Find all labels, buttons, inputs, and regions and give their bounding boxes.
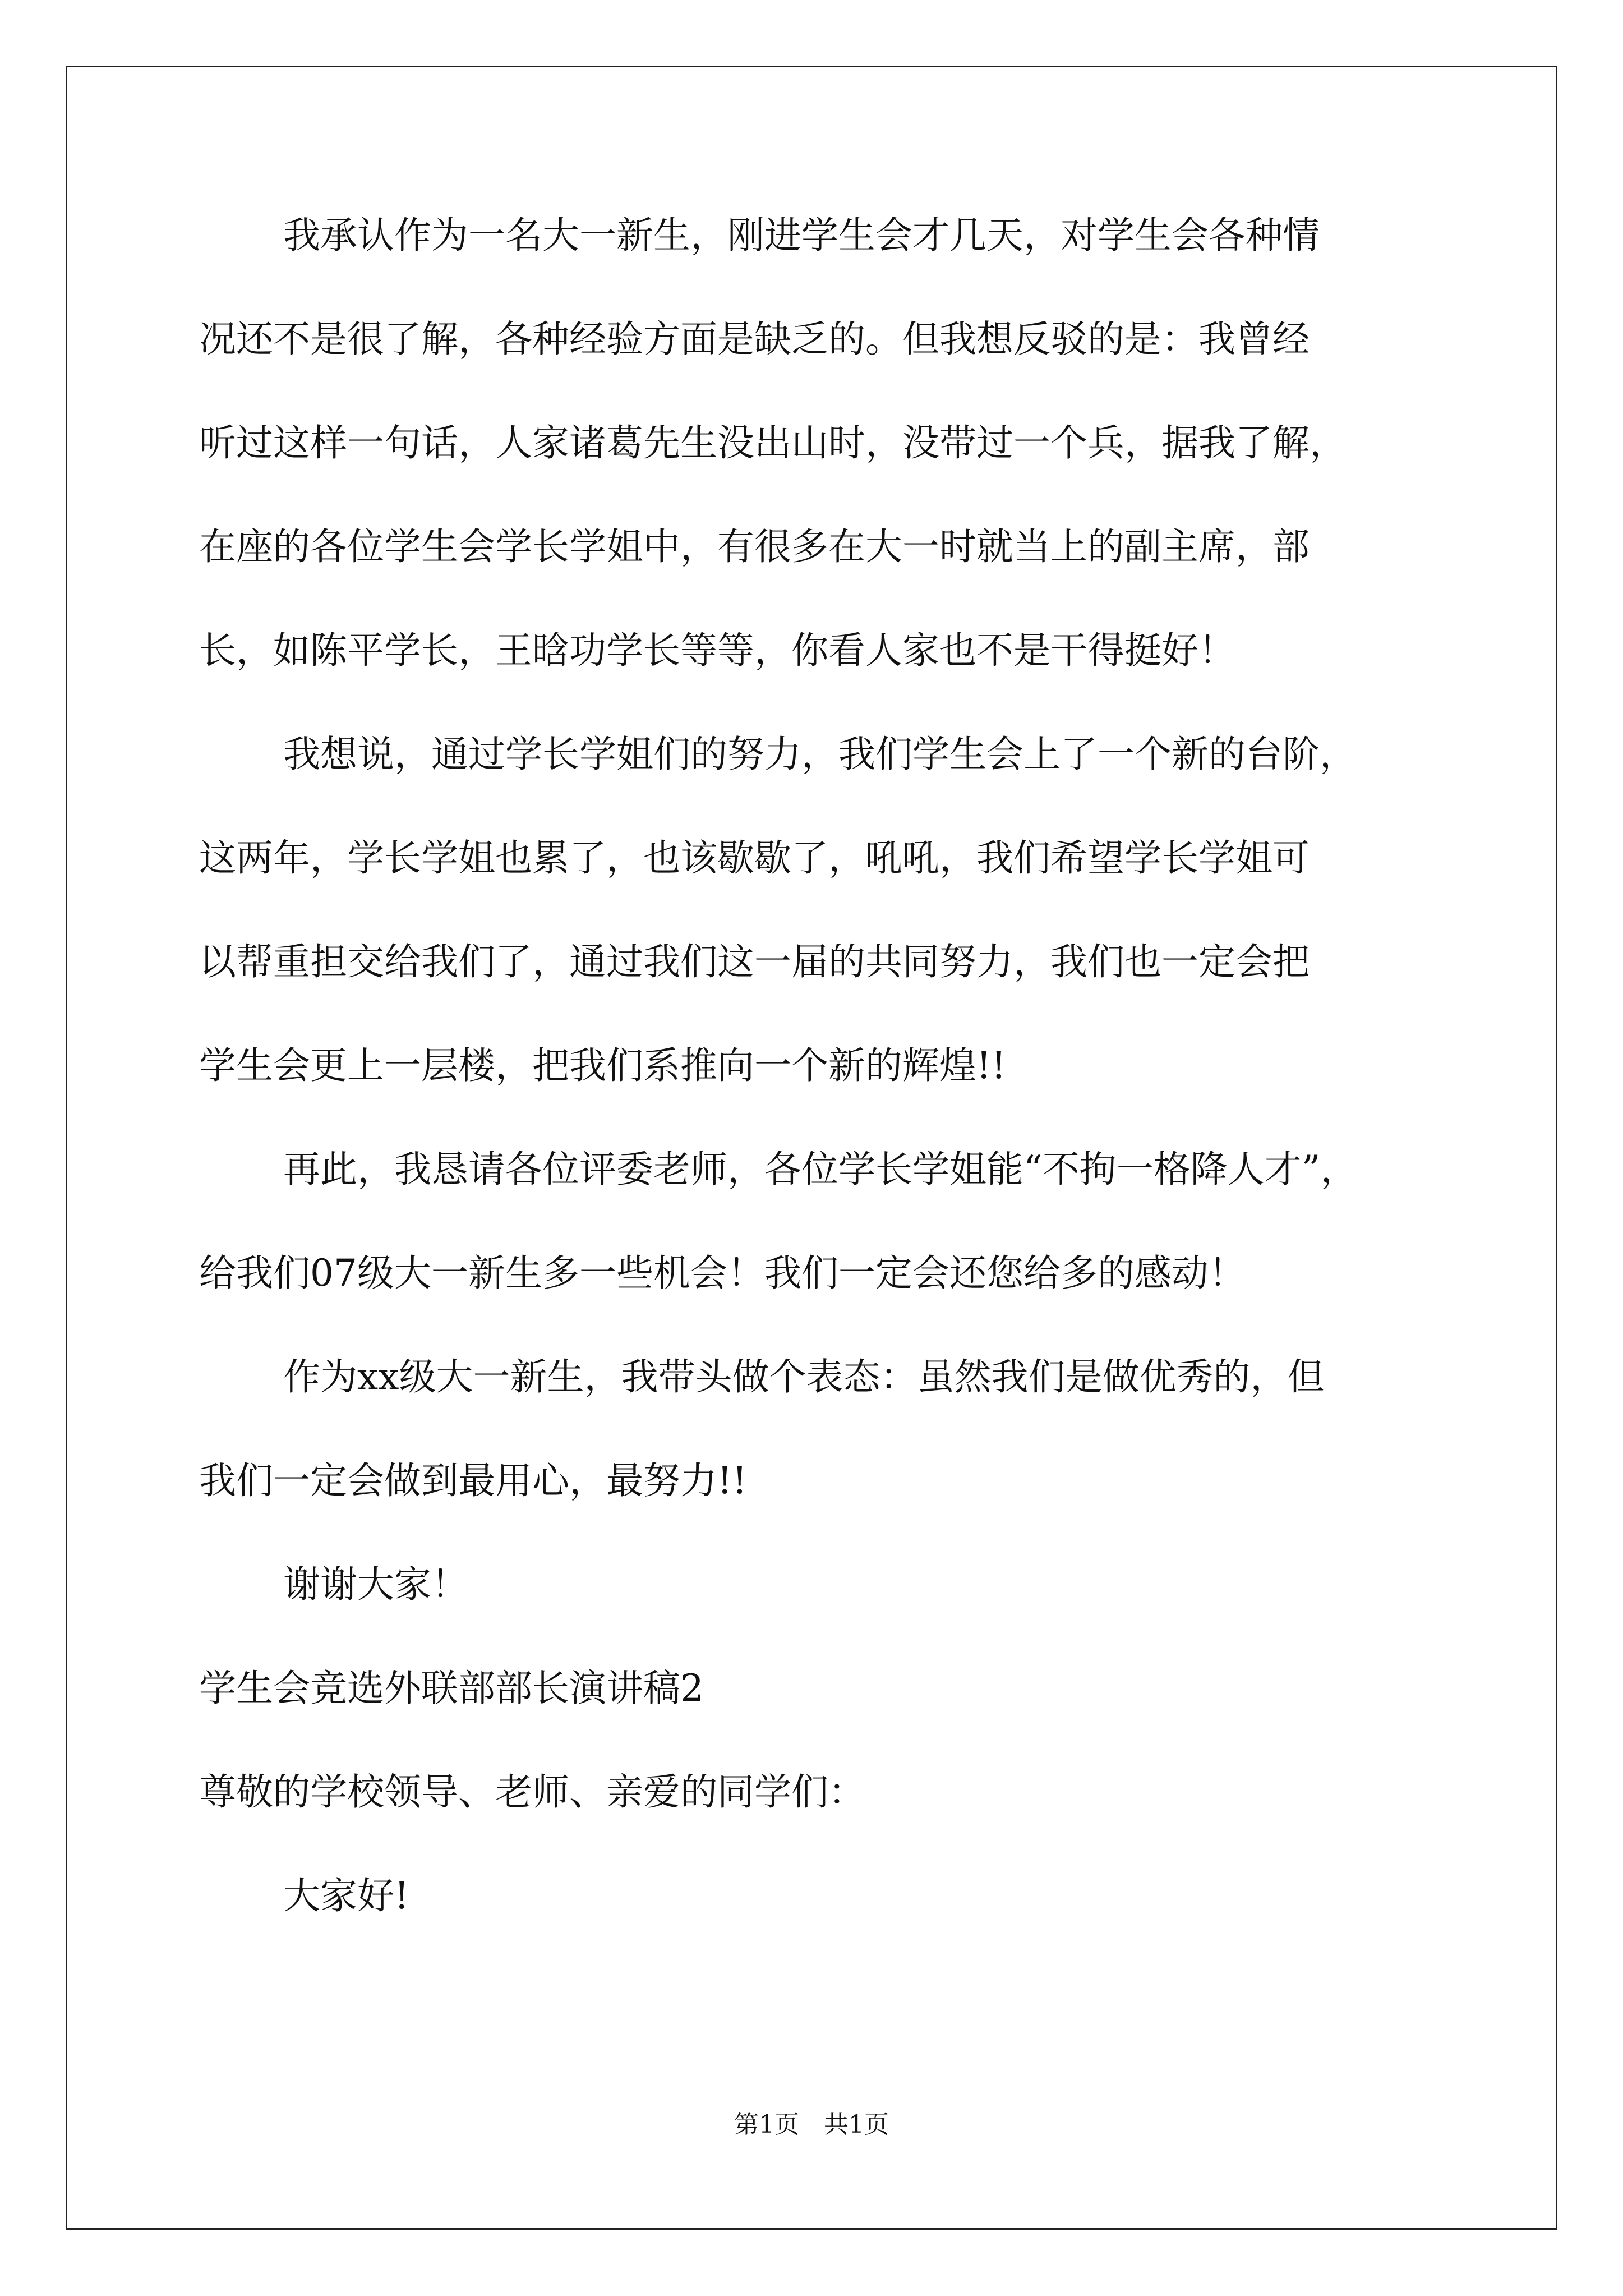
text-line: 在座的各位学生会学长学姐中，有很多在大一时就当上的副主席，部 [199, 525, 1310, 568]
text-line: 这两年，学长学姐也累了，也该歇歇了，吼吼，我们希望学长学姐可 [199, 836, 1310, 880]
text-line: 以帮重担交给我们了，通过我们这一届的共同努力，我们也一定会把 [199, 940, 1310, 983]
text-line: 作为xx级大一新生，我带头做个表态：虽然我们是做优秀的，但 [283, 1355, 1325, 1398]
text-line: 再此，我恳请各位评委老师，各位学长学姐能“不拘一格降人才”， [283, 1148, 1358, 1191]
text-line: 给我们07级大一新生多一些机会！我们一定会还您给多的感动！ [199, 1251, 1246, 1295]
text-line: 听过这样一句话，人家诸葛先生没出山时，没带过一个兵，据我了解， [199, 421, 1347, 464]
text-line: 我承认作为一名大一新生，刚进学生会才几天，对学生会各种情 [283, 214, 1320, 257]
salutation: 尊敬的学校领导、老师、亲爱的同学们： [199, 1770, 865, 1814]
section-heading: 学生会竞选外联部部长演讲稿2 [199, 1667, 704, 1710]
page-footer: 第1页 共1页 [734, 2110, 889, 2139]
text-line: 我想说，通过学长学姐们的努力，我们学生会上了一个新的台阶， [283, 733, 1357, 776]
text-line: 况还不是很了解，各种经验方面是缺乏的。但我想反驳的是：我曾经 [199, 318, 1310, 361]
text-line: 长，如陈平学长，王晗功学长等等，你看人家也不是干得挺好！ [199, 629, 1235, 672]
text-line: 谢谢大家！ [283, 1563, 468, 1606]
text-line: 我们一定会做到最用心，最努力!! [199, 1459, 748, 1502]
text-line: 学生会更上一层楼，把我们系推向一个新的辉煌!! [199, 1044, 1007, 1087]
greeting: 大家好! [283, 1874, 409, 1917]
